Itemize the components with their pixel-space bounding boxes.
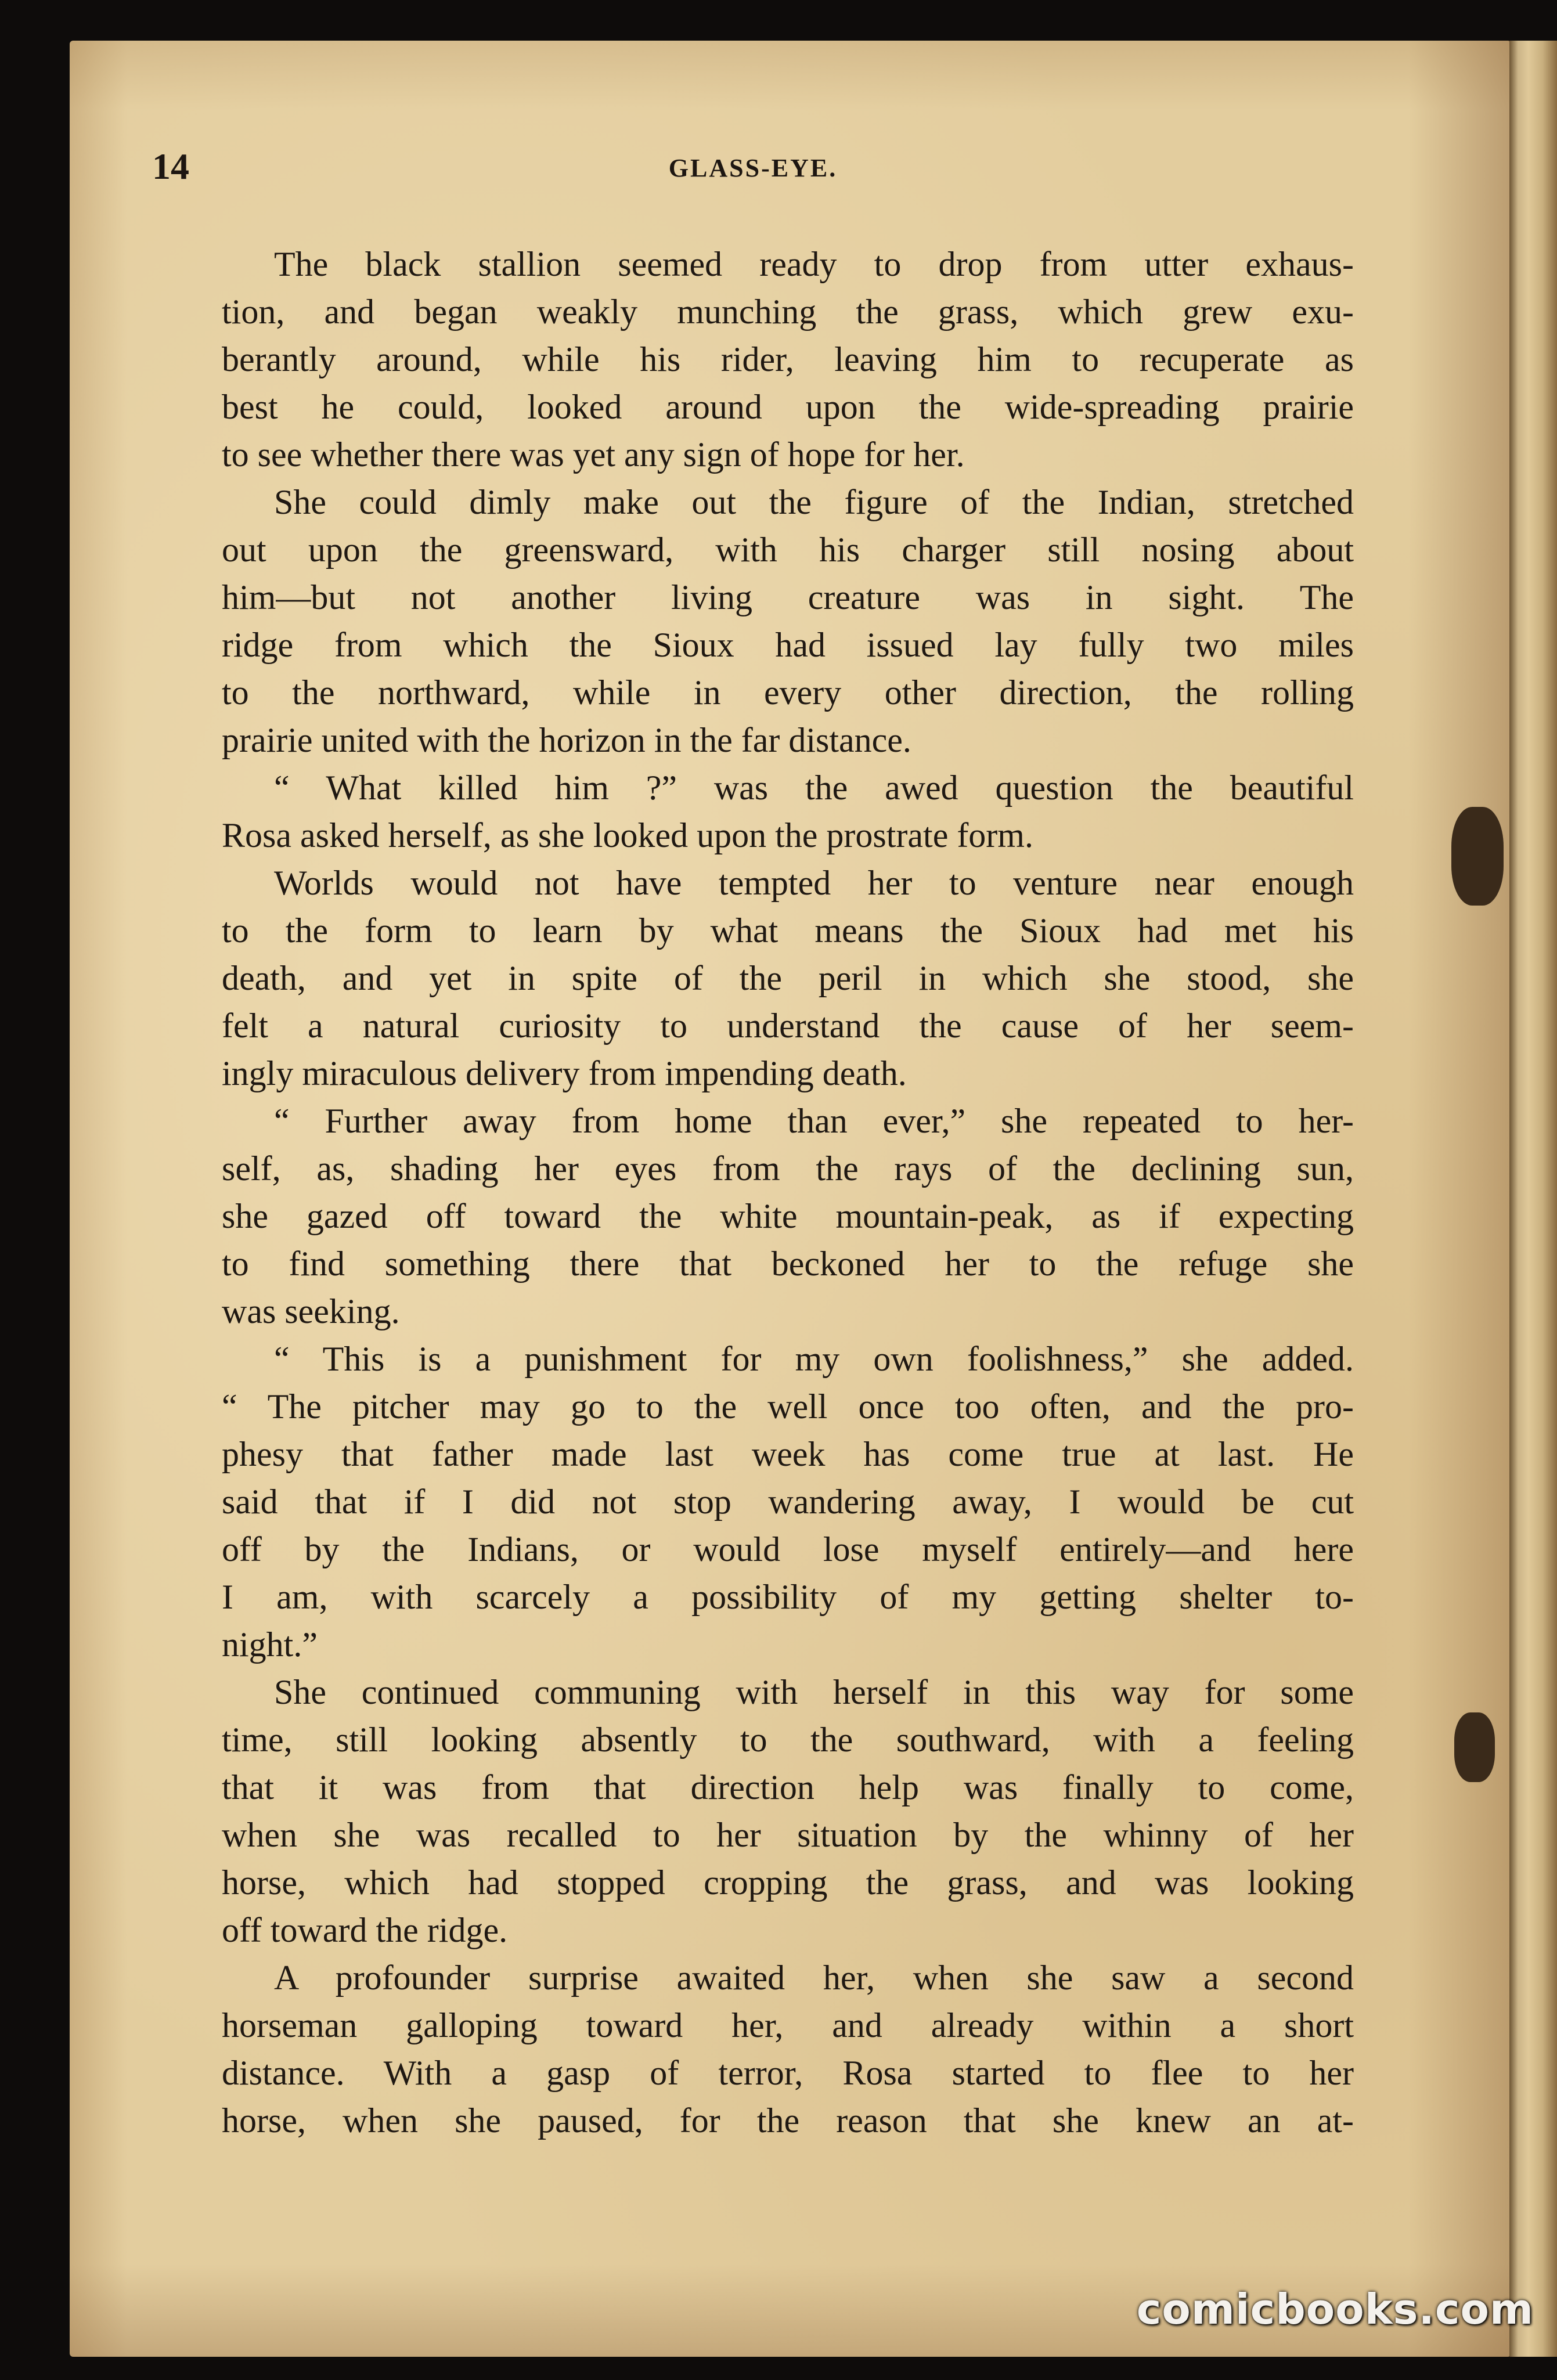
text-line: distance. With a gasp of terror, Rosa started to flee to her: [222, 2054, 1354, 2092]
text-line: best he could, looked around upon the wide-spreading prairie: [222, 388, 1354, 426]
paragraph: [222, 478, 1354, 764]
text-line: she gazed off toward the white mountain-peak, as if expecting: [222, 1197, 1354, 1235]
text-line: ridge from which the Sioux had issued lay fully two miles: [222, 626, 1354, 664]
body-text: [222, 240, 1354, 2144]
text-line: to the northward, while in every other direction, the rolling: [222, 673, 1354, 712]
running-head: GLASS-EYE.: [668, 154, 838, 182]
text-line: that it was from that direction help was finally to come,: [222, 1768, 1354, 1806]
text-line: time, still looking absently to the southward, with a feeling: [222, 1721, 1354, 1759]
paragraph: [222, 1335, 1354, 1668]
paragraph: [222, 240, 1354, 478]
spine-tear-mark: [1454, 1712, 1495, 1782]
text-line: “ Further away from home than ever,” she repeated to her-: [274, 1102, 1354, 1140]
text-line: when she was recalled to her situation by the whinny of her: [222, 1816, 1354, 1854]
text-line: to see whether there was yet any sign of hope for her.: [222, 435, 965, 474]
paragraph: [222, 1954, 1354, 2144]
paragraph: [222, 1668, 1354, 1954]
text-line: She continued communing with herself in this way for some: [274, 1673, 1354, 1711]
text-line: “ This is a punishment for my own foolishness,” she added.: [274, 1340, 1354, 1378]
text-line: A profounder surprise awaited her, when she saw a second: [274, 1959, 1354, 1997]
page-header: [152, 145, 1354, 197]
text-line: off toward the ridge.: [222, 1911, 508, 1949]
text-line: off by the Indians, or would lose myself entirely—and here: [222, 1530, 1354, 1568]
text-line: horseman galloping toward her, and already within a short: [222, 2006, 1354, 2044]
text-line: The black stallion seemed ready to drop from utter exhaus-: [274, 245, 1354, 283]
text-line: prairie united with the horizon in the far distance.: [222, 721, 911, 759]
text-line: ingly miraculous delivery from impending death.: [222, 1054, 907, 1092]
text-line: night.”: [222, 1625, 318, 1664]
text-line: to find something there that beckoned her to the refuge she: [222, 1245, 1354, 1283]
paragraph: [222, 1097, 1354, 1335]
spine-tear-mark: [1451, 807, 1504, 906]
text-line: out upon the greensward, with his charger still nosing about: [222, 531, 1354, 569]
page-number: 14: [152, 146, 189, 187]
text-line: Worlds would not have tempted her to venture near enough: [274, 864, 1354, 902]
text-line: Rosa asked herself, as she looked upon the prostrate form.: [222, 816, 1033, 854]
site-watermark: comicbooks.com: [1136, 2285, 1534, 2334]
text-line: said that if I did not stop wandering away, I would be cut: [222, 1483, 1354, 1521]
text-line: berantly around, while his rider, leaving him to recuperate as: [222, 340, 1354, 378]
text-line: was seeking.: [222, 1292, 400, 1330]
book-spine: [1509, 41, 1557, 2357]
paragraph: [222, 859, 1354, 1097]
text-line: him—but not another living creature was in sight. The: [222, 578, 1354, 616]
text-line: to the form to learn by what means the Sioux had met his: [222, 911, 1354, 950]
text-line: self, as, shading her eyes from the rays of the declining sun,: [222, 1149, 1354, 1188]
text-line: phesy that father made last week has come true at last. He: [222, 1435, 1354, 1473]
text-line: horse, which had stopped cropping the grass, and was looking: [222, 1863, 1354, 1902]
text-line: death, and yet in spite of the peril in which she stood, she: [222, 959, 1354, 997]
text-line: horse, when she paused, for the reason that she knew an at-: [222, 2101, 1354, 2140]
text-line: “ The pitcher may go to the well once too often, and the pro-: [222, 1387, 1354, 1426]
text-line: tion, and began weakly munching the grass, which grew exu-: [222, 293, 1354, 331]
text-line: She could dimly make out the figure of the Indian, stretched: [274, 483, 1354, 521]
text-line: felt a natural curiosity to understand the cause of her seem-: [222, 1007, 1354, 1045]
text-line: I am, with scarcely a possibility of my getting shelter to-: [222, 1578, 1354, 1616]
text-line: “ What killed him ?” was the awed question the beautiful: [274, 769, 1354, 807]
paragraph: [222, 764, 1354, 859]
